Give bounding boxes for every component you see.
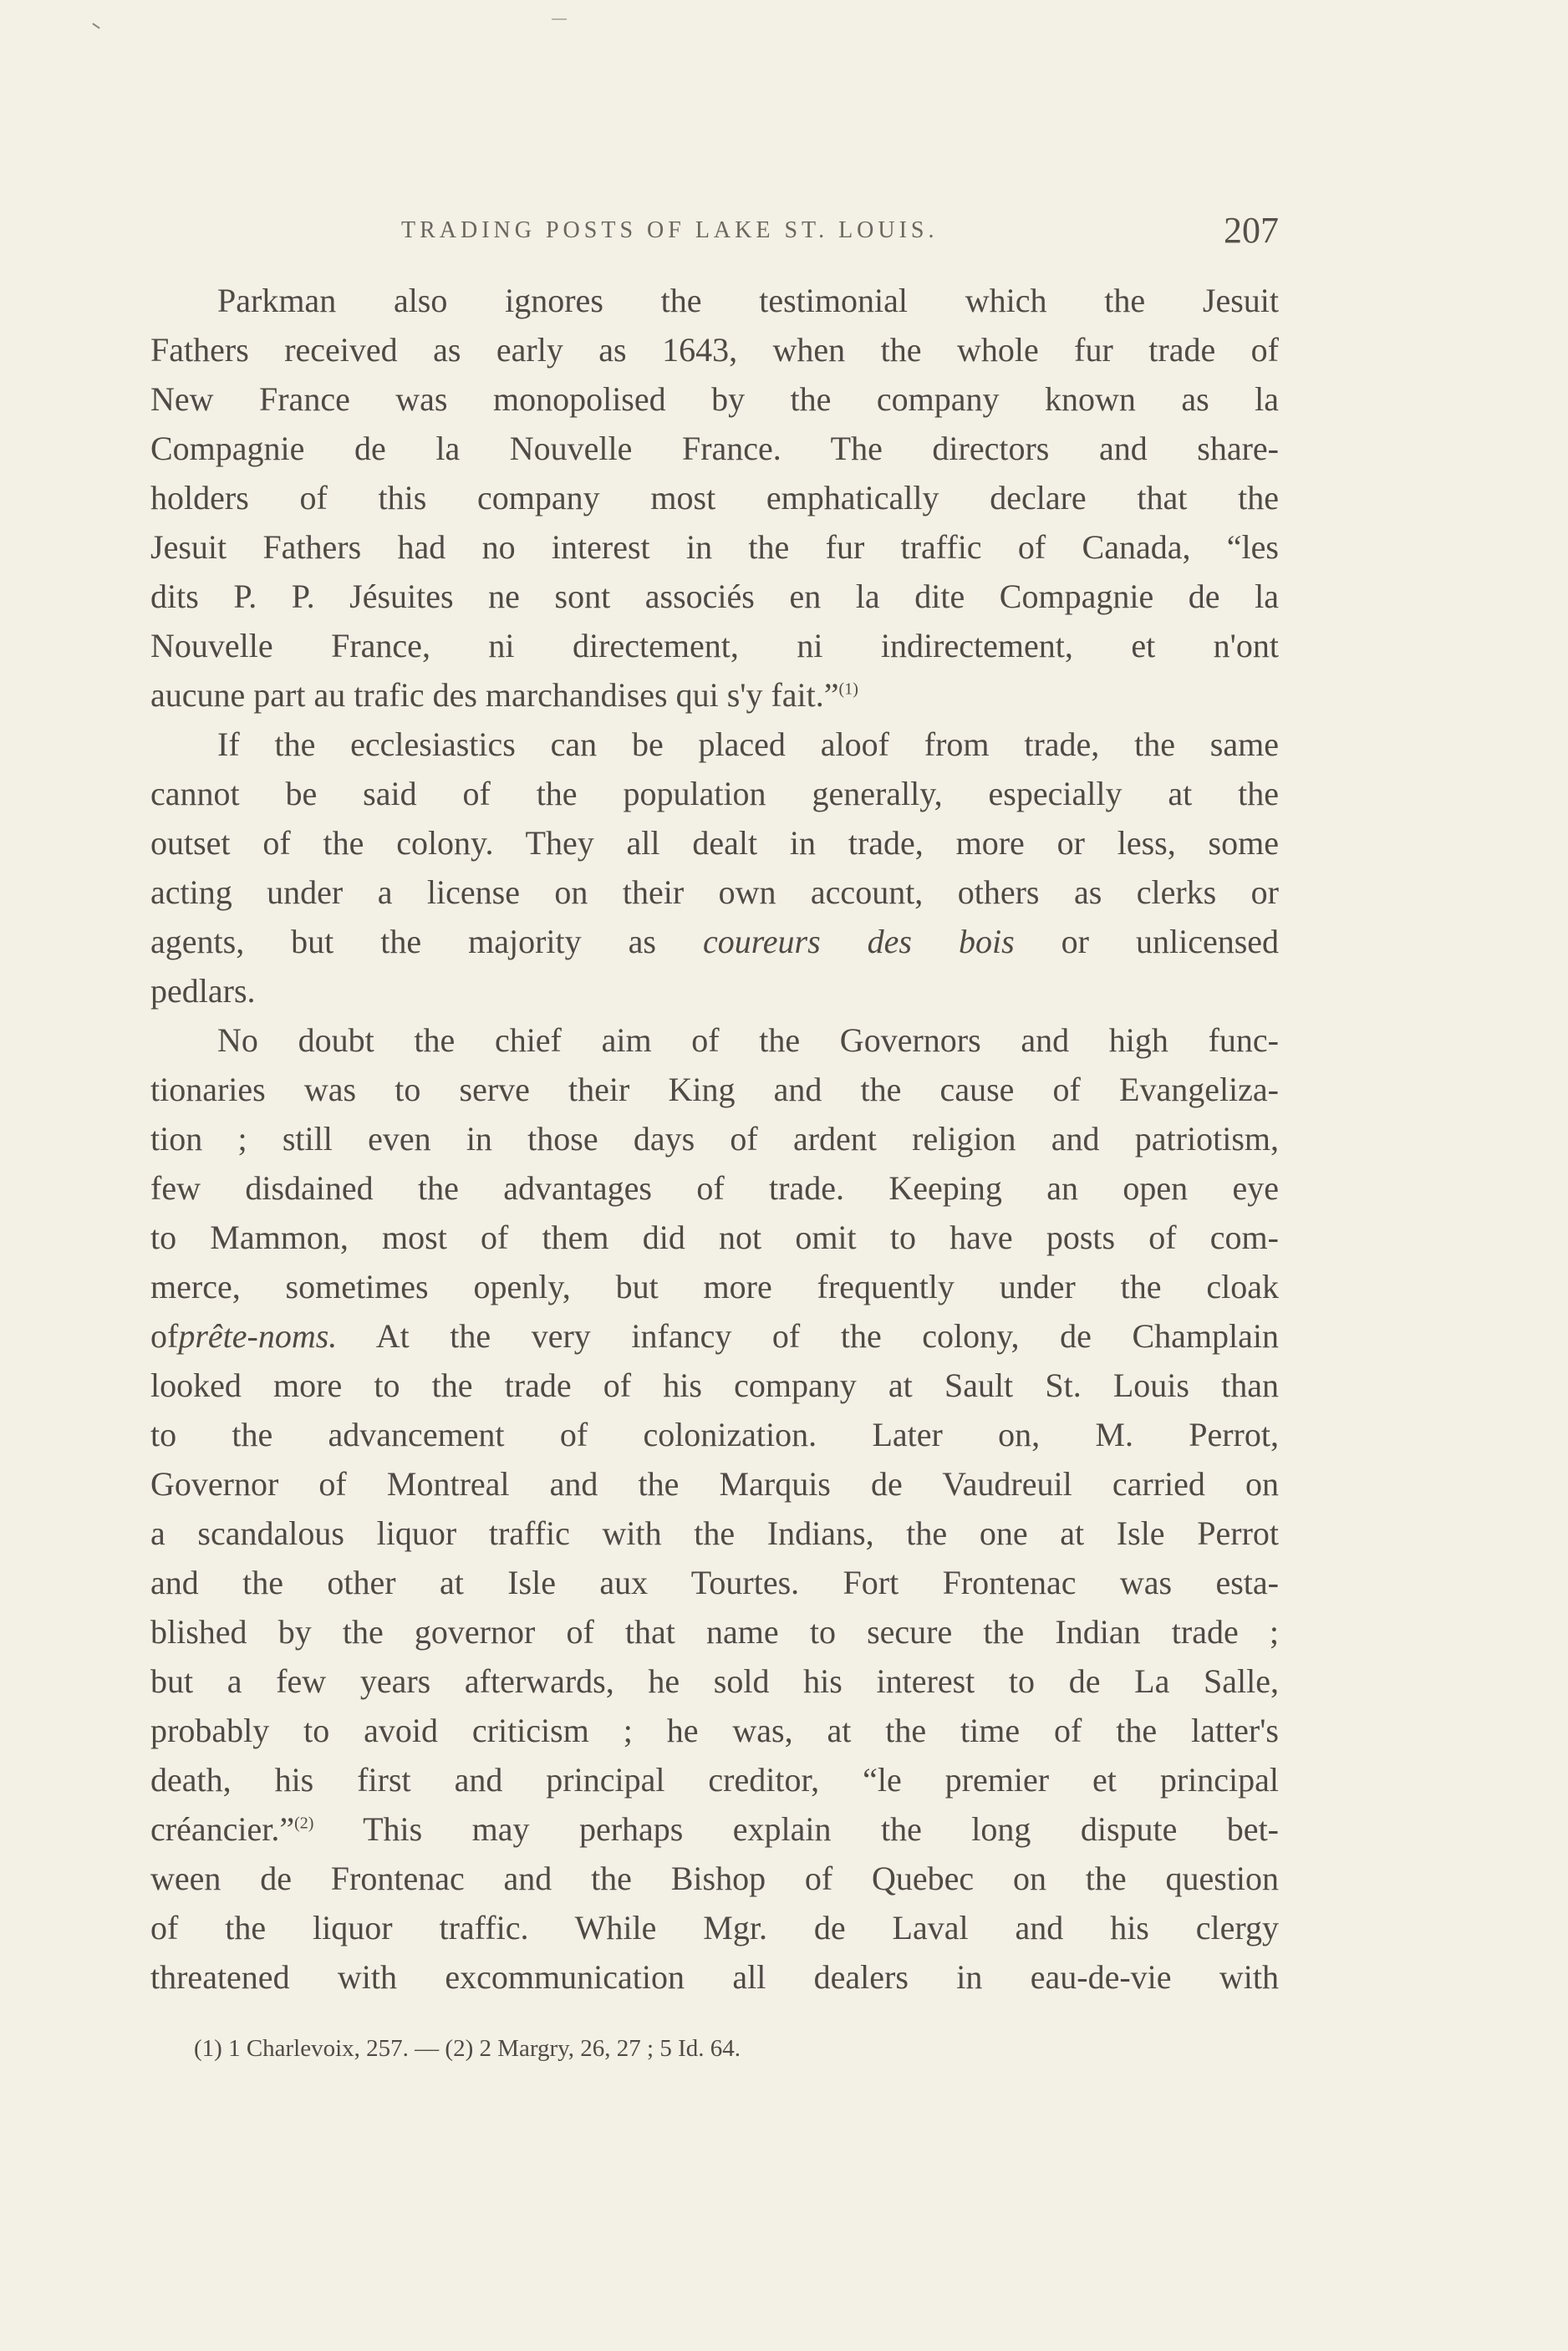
text-line: tionaries was to serve their King and the cause of Evangeliza- [150, 1071, 1279, 1108]
body-text [150, 276, 1279, 2002]
text-line: merce, sometimes openly, but more frequently under the cloak [150, 1268, 1279, 1305]
scan-mark [92, 23, 99, 28]
text-span: At the very infancy of the colony, de Champlain [375, 1317, 1280, 1355]
text-line: Parkman also ignores the testimonial which the Jesuit [217, 282, 1279, 319]
text-span: créancier.” [150, 1810, 295, 1848]
text-line: looked more to the trade of his company at Sault St. Louis than [150, 1366, 1279, 1404]
text-line: Compagnie de la Nouvelle France. The directors and share- [150, 430, 1279, 467]
italic-phrase: prête-noms. [178, 1317, 338, 1355]
text-span: agents, but the majority as [150, 923, 656, 960]
footnote-ref: (1) [838, 679, 858, 699]
text-span: This may perhaps explain the long dispute bet- [363, 1810, 1279, 1848]
text-line: of the liquor traffic. While Mgr. de Laval and his clergy [150, 1909, 1279, 1946]
text-line [150, 917, 1279, 966]
text-line: outset of the colony. They all dealt in trade, more or less, some [150, 824, 1279, 862]
text-line: but a few years afterwards, he sold his interest to de La Salle, [150, 1662, 1279, 1700]
text-line: acting under a license on their own account, others as clerks or [150, 873, 1279, 911]
text-span: aucune part au trafic des marchandises qui s'y fait.” [150, 676, 839, 714]
text-line: death, his first and principal creditor, “le premier et principal [150, 1761, 1279, 1799]
text-span: of [150, 1317, 179, 1355]
text-line: probably to avoid criticism ; he was, at the time of the latter's [150, 1712, 1279, 1749]
text-line: New France was monopolised by the company known as la [150, 380, 1279, 418]
text-line [150, 1311, 1279, 1361]
text-line: Governor of Montreal and the Marquis de Vaudreuil carried on [150, 1465, 1279, 1503]
text-line: dits P. P. Jésuites ne sont associés en la dite Compagnie de la [150, 578, 1279, 615]
text-line: a scandalous liquor traffic with the Indians, the one at Isle Perrot [150, 1514, 1279, 1552]
text-line: blished by the governor of that name to secure the Indian trade ; [150, 1613, 1279, 1651]
text-line: holders of this company most emphatically declare that the [150, 479, 1279, 517]
text-line: few disdained the advantages of trade. Keeping an open eye [150, 1169, 1279, 1207]
text-line: to Mammon, most of them did not omit to have posts of com- [150, 1219, 1279, 1256]
footnote-ref: (2) [294, 1814, 314, 1833]
text-line: cannot be said of the population generally, especially at the [150, 775, 1279, 812]
italic-phrase: coureurs des bois [702, 923, 1015, 960]
running-title: TRADING POSTS OF LAKE ST. LOUIS. [401, 217, 939, 243]
page-number: 207 [1224, 210, 1279, 251]
text-line: ween de Frontenac and the Bishop of Quebec on the question [150, 1860, 1279, 1897]
footnotes: (1) 1 Charlevoix, 257. — (2) 2 Margry, 26, 27 ; 5 Id. 64. [194, 2035, 741, 2062]
text-line [150, 670, 1279, 720]
text-line: Fathers received as early as 1643, when the whole fur trade of [150, 331, 1279, 369]
running-head [150, 209, 1279, 259]
text-span: or unlicensed [1061, 923, 1280, 960]
text-line: No doubt the chief aim of the Governors and high func- [217, 1021, 1279, 1059]
text-line: and the other at Isle aux Tourtes. Fort Frontenac was esta- [150, 1564, 1279, 1601]
scan-mark [552, 18, 567, 20]
text-line: Jesuit Fathers had no interest in the fur traffic of Canada, “les [150, 528, 1279, 566]
text-line [150, 1804, 1279, 1854]
text-line: Nouvelle France, ni directement, ni indirectement, et n'ont [150, 627, 1279, 664]
text-line: If the ecclesiastics can be placed aloof from trade, the same [217, 725, 1279, 763]
text-line: pedlars. [150, 972, 256, 1010]
text-line: tion ; still even in those days of ardent religion and patriotism, [150, 1120, 1279, 1158]
text-line: to the advancement of colonization. Later on, M. Perrot, [150, 1416, 1279, 1453]
text-line: threatened with excommunication all dealers in eau-de-vie with [150, 1958, 1279, 1996]
